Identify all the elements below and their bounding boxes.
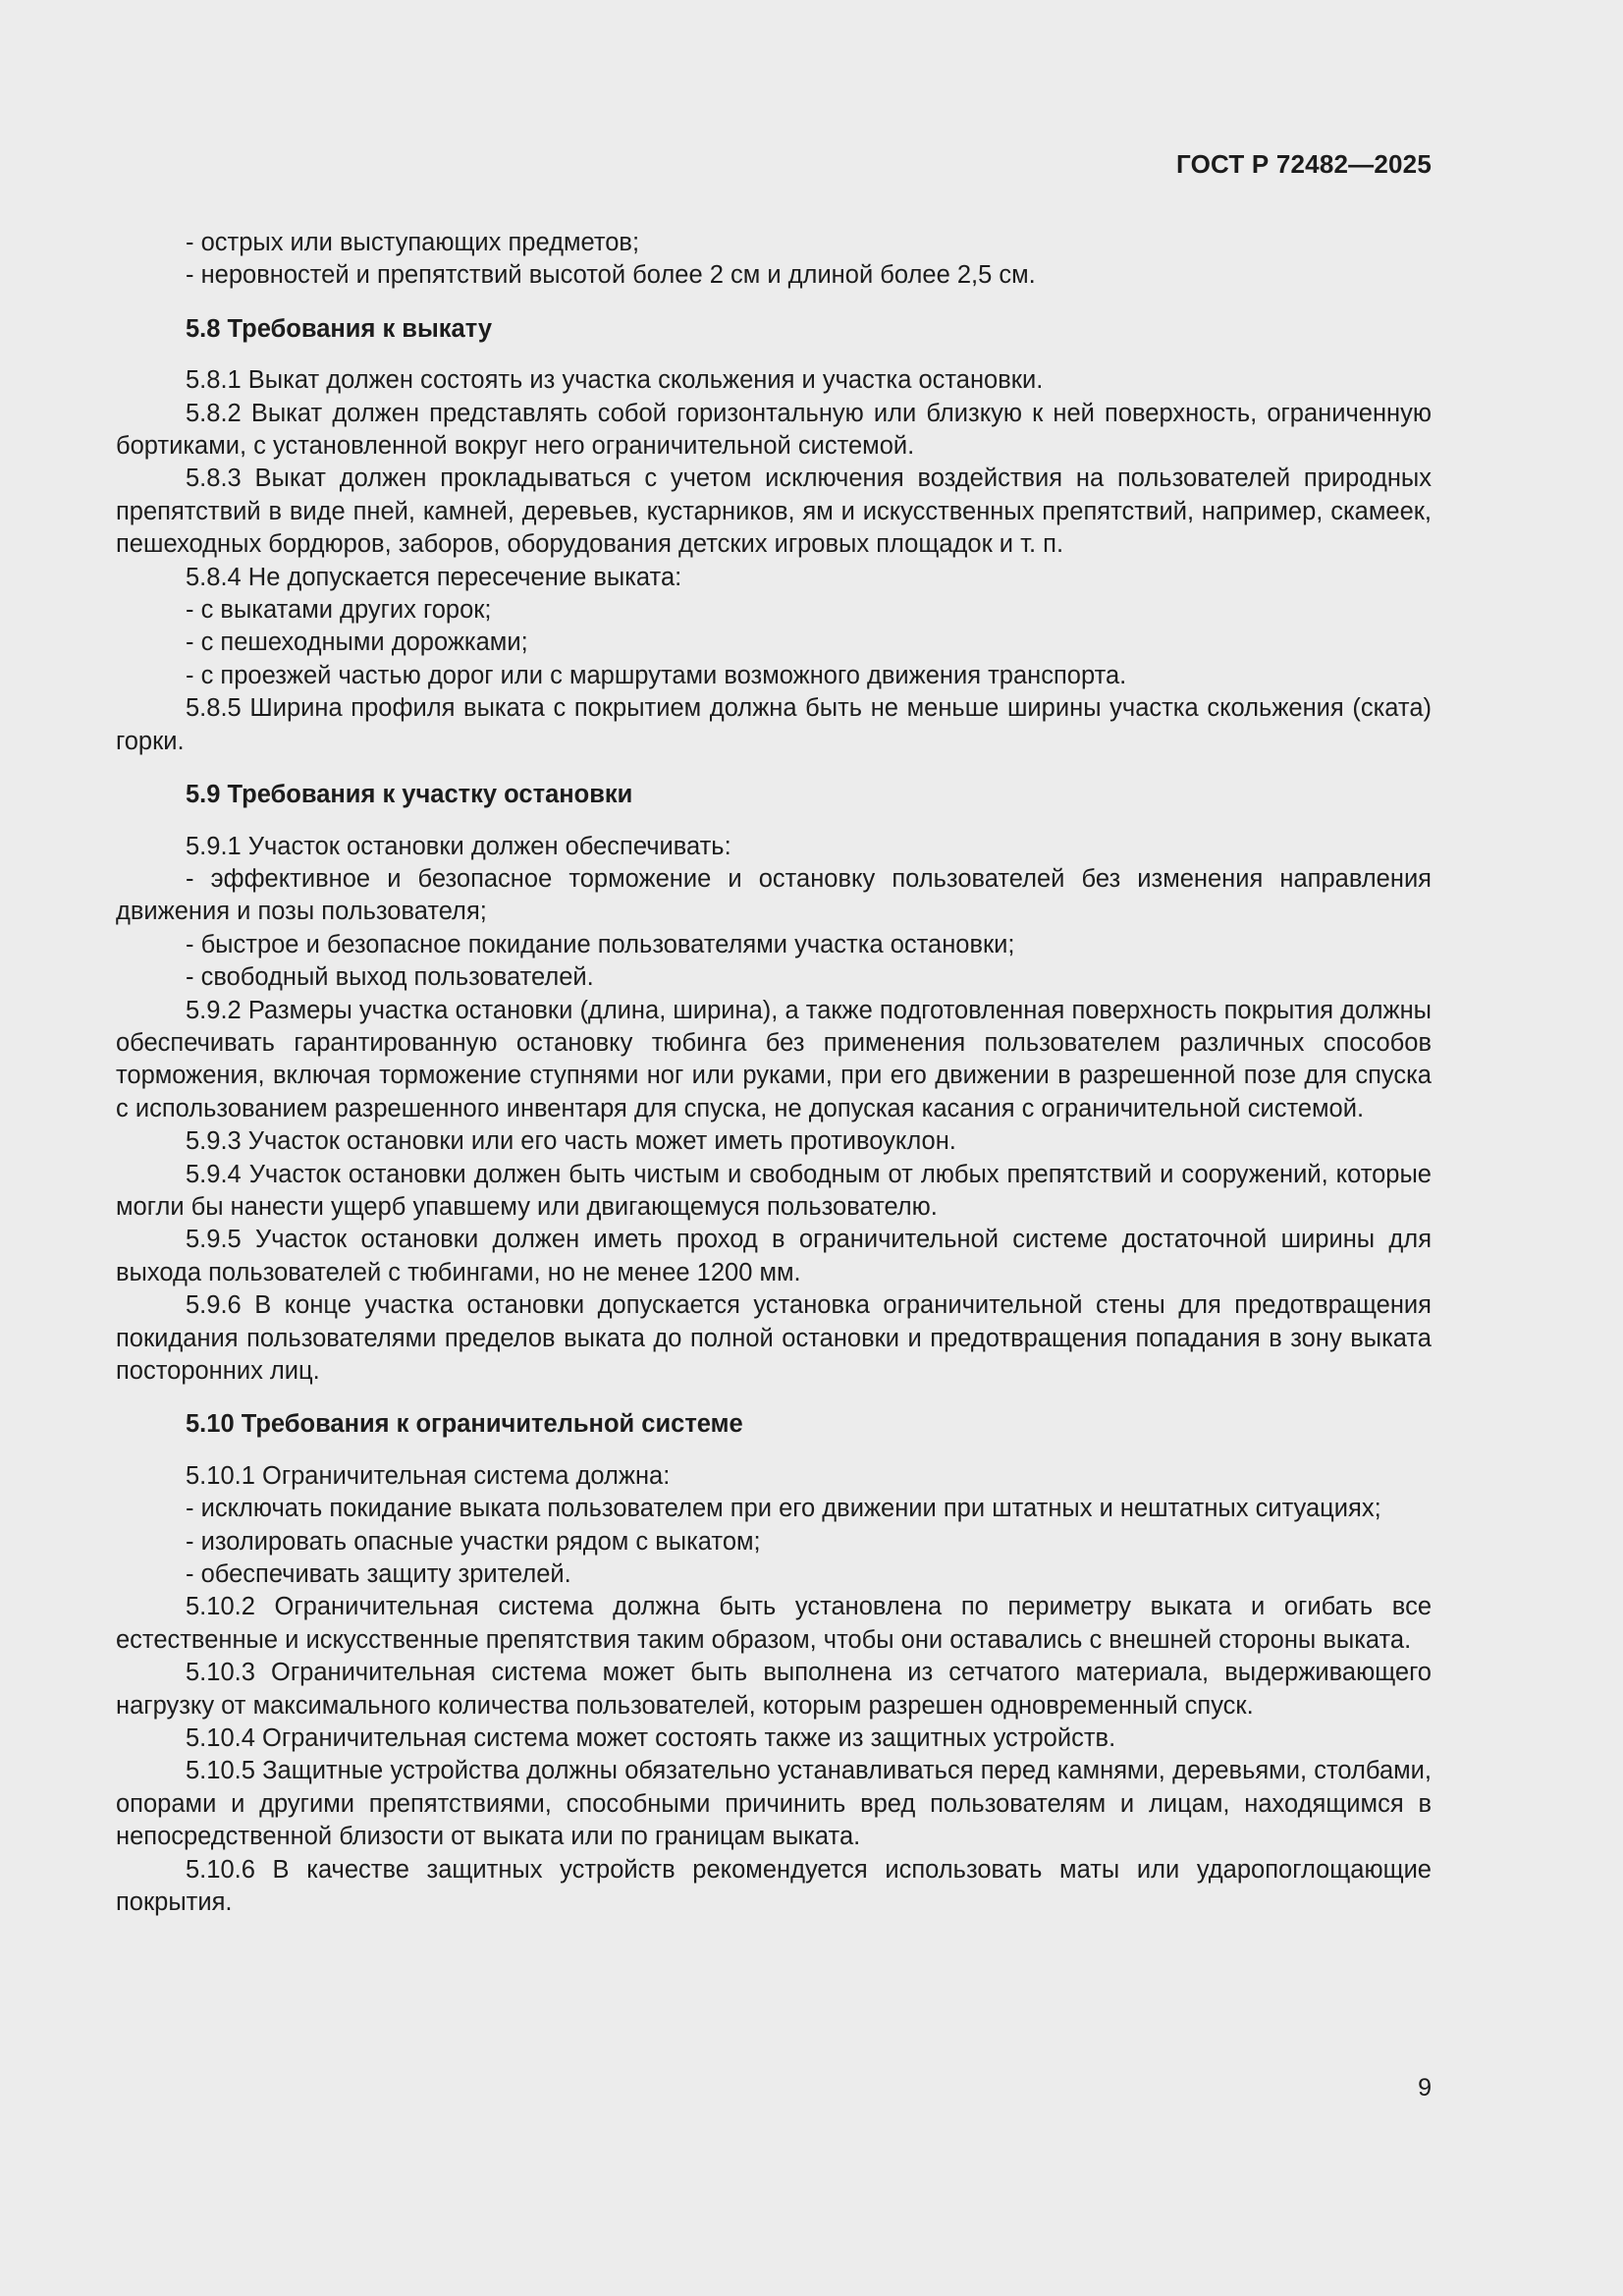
list-item: - свободный выход пользователей.: [186, 963, 594, 992]
paragraph: 5.10.5 Защитные устройства должны обязательно устанавливаться перед камнями, деревьями, столбами, опорами и другими препятствиями, способными причинить вред пользователям и лицам, находящимся в непосредственной близости от выката или по границам выката.: [116, 1757, 1432, 1851]
paragraph: 5.9.5 Участок остановки должен иметь проход в ограничительной системе достаточной ширины для выхода пользователей с тюбингами, но не менее 1200 мм.: [116, 1226, 1432, 1286]
paragraph: 5.8.5 Ширина профиля выката с покрытием должна быть не меньше ширины участка скольжения (ската) горки.: [116, 694, 1432, 755]
paragraph: 5.10.6 В качестве защитных устройств рекомендуется использовать маты или ударопоглощающие покрытия.: [116, 1855, 1432, 1917]
list-item: - неровностей и препятствий высотой более 2 см и длиной более 2,5 см.: [186, 261, 1036, 290]
page-content: [116, 227, 1432, 1920]
document-identifier: ГОСТ Р 72482—2025: [1176, 149, 1432, 179]
paragraph: 5.9.1 Участок остановки должен обеспечивать:: [186, 832, 731, 860]
paragraph: 5.8.1 Выкат должен состоять из участка скольжения и участка остановки.: [186, 366, 1044, 395]
list-item: - с выкатами других горок;: [186, 596, 492, 625]
paragraph: 5.8.4 Не допускается пересечение выката:: [186, 563, 682, 591]
section-heading: 5.8 Требования к выкату: [186, 314, 493, 343]
section-heading: 5.9 Требования к участку остановки: [186, 781, 633, 809]
paragraph: 5.10.1 Ограничительная система должна:: [186, 1461, 671, 1490]
list-item: - исключать покидание выката пользователем при его движении при штатных и нештатных ситуациях;: [186, 1495, 1381, 1523]
paragraph: 5.10.2 Ограничительная система должна быть установлена по периметру выката и огибать все естественные и искусственные препятствия таким образом, чтобы они оставались с внешней стороны выката.: [116, 1593, 1432, 1654]
paragraph: 5.9.6 В конце участка остановки допускается установка ограничительной стены для предотвращения покидания пользователями пределов выката до полной остановки и предотвращения попадания в зону выката посторонних лиц.: [116, 1291, 1432, 1385]
paragraph: 5.8.3 Выкат должен прокладываться с учетом исключения воздействия на пользователей природных препятствий в виде пней, камней, деревьев, кустарников, ям и искусственных препятствий, например, скамеек, пешеходных бордюров, заборов, оборудования детских игровых площадок и т. п.: [116, 465, 1432, 559]
section-heading: 5.10 Требования к ограничительной системе: [186, 1410, 743, 1439]
list-item: - быстрое и безопасное покидание пользователями участка остановки;: [186, 930, 1015, 958]
document-page: [116, 0, 1432, 2296]
list-item: - изолировать опасные участки рядом с выкатом;: [186, 1527, 761, 1556]
list-item: - с проезжей частью дорог или с маршрутами возможного движения транспорта.: [186, 661, 1127, 689]
paragraph: 5.9.2 Размеры участка остановки (длина, ширина), а также подготовленная поверхность покрытия должны обеспечивать гарантированную остановку тюбинга без применения пользователем различных способов торможения, включая торможение ступнями ног или руками, при его движении в разрешенной позе для спуска с использованием разрешенного инвентаря для спуска, не допуская касания с ограничительной системой.: [116, 996, 1432, 1122]
list-item: - обеспечивать защиту зрителей.: [186, 1560, 571, 1589]
list-item: - эффективное и безопасное торможение и остановку пользователей без изменения направления движения и позы пользователя;: [116, 864, 1432, 926]
paragraph: 5.10.4 Ограничительная система может состоять также из защитных устройств.: [186, 1724, 1116, 1753]
paragraph: 5.9.4 Участок остановки должен быть чистым и свободным от любых препятствий и сооружений, которые могли бы нанести ущерб упавшему или двигающемуся пользователю.: [116, 1160, 1432, 1221]
paragraph: 5.10.3 Ограничительная система может быть выполнена из сетчатого материала, выдерживающего нагрузку от максимального количества пользователей, которым разрешен одновременный спуск.: [116, 1659, 1432, 1720]
paragraph: 5.8.2 Выкат должен представлять собой горизонтальную или близкую к ней поверхность, ограниченную бортиками, с установленной вокруг него ограничительной системой.: [116, 399, 1432, 461]
list-item: - острых или выступающих предметов;: [186, 229, 640, 256]
page-number: 9: [1418, 2074, 1432, 2102]
paragraph: 5.9.3 Участок остановки или его часть может иметь противоуклон.: [186, 1127, 956, 1156]
list-item: - с пешеходными дорожками;: [186, 629, 528, 657]
